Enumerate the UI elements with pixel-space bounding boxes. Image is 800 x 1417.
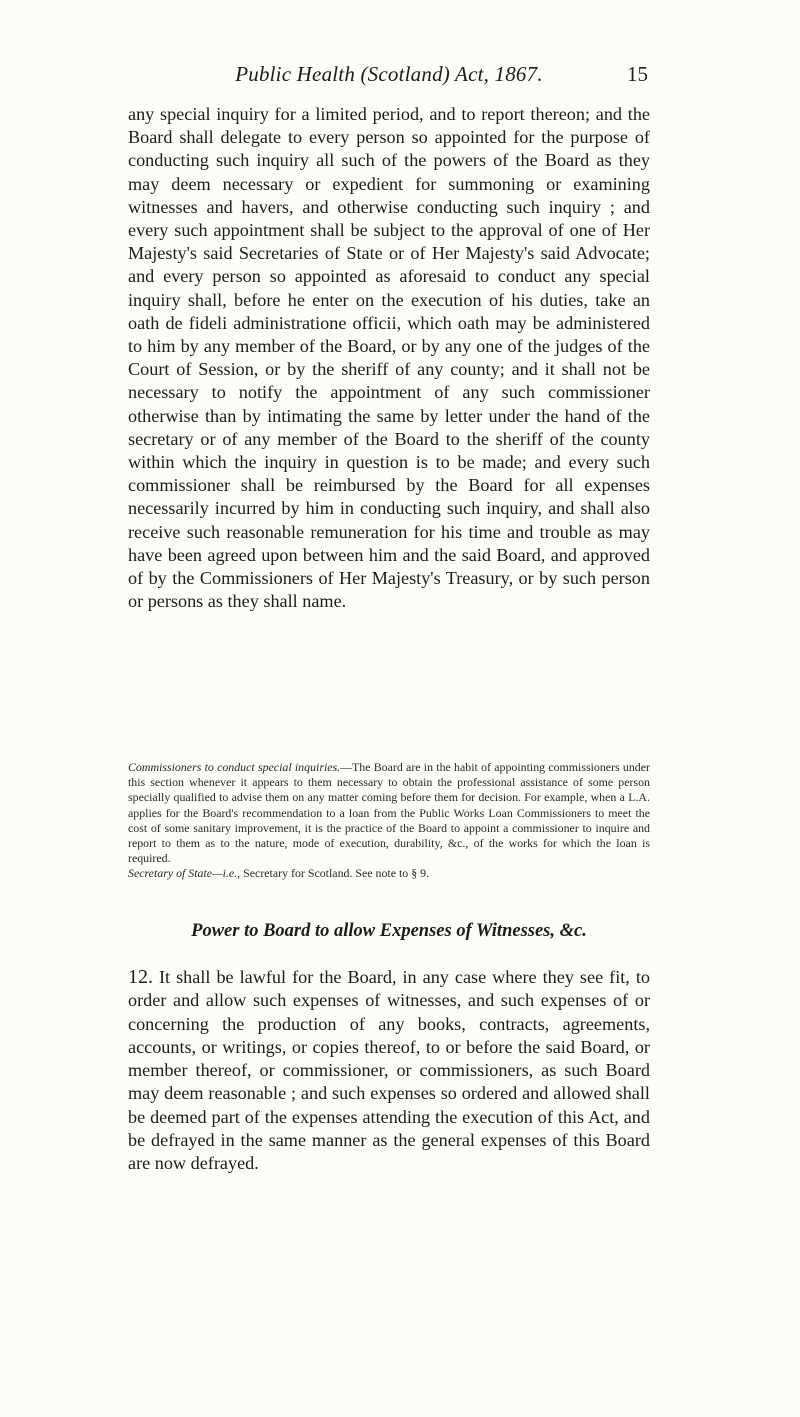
footnote	[128, 760, 650, 882]
section-body: It shall be lawful for the Board, in any case where they see fit, to order and allow such expenses of witnesses, and such expenses of or concerning the production of any books, contracts, agreements, accounts, or writings, or copies thereof, to or before the said Board, or member thereof, or commissioner, or commissioners, as such Board may deem reasonable ; and such expenses so ordered and allowed shall be deemed part of the expenses attending the execution of this Act, and be defrayed in the same manner as the general expenses of this Board are now defrayed.	[128, 967, 650, 1174]
footnote-text: —The Board are in the habit of appointing commissioners under this section whenever it appears to them necessary to obtain the professional assistance of some person specially qualified to advise them on any matter coming before them for decision. For example, when a L.A. applies for the Board's recommendation to a loan from the Public Works Loan Commissioners to meet the cost of some sanitary improvement, it is the practice of the Board to appoint a commissioner to inquire and report to them as to the nature, mode of execution, durability, &c., of the works for which the loan is required.	[128, 760, 650, 866]
footnote-paragraph	[128, 760, 650, 866]
running-head	[128, 62, 650, 92]
page-number: 15	[627, 62, 648, 86]
footnote-lead: Commissioners to conduct special inquiries.	[128, 760, 341, 774]
section-number: 12.	[128, 966, 153, 988]
footnote-secretary-lead: Secretary of State—i.e.,	[128, 866, 241, 881]
running-title: Public Health (Scotland) Act, 1867.	[235, 62, 543, 86]
footnote-secretary-text: Secretary for Scotland. See note to § 9.	[240, 866, 430, 881]
body-paragraph: any special inquiry for a limited period, and to report thereon; and the Board shall delegate to every person so appointed for the purpose of conducting such inquiry all such of the powers of the Board as they may deem necessary or expedient for summoning or examining witnesses and havers, and otherwise conducting such inquiry ; and every such appointment shall be subject to the approval of one of Her Majesty's said Secretaries of State or of Her Majesty's said Advocate; and every person so appointed as aforesaid to conduct any special inquiry shall, before he enter on the execution of his duties, take an oath de fideli administratione officii, which oath may be administered to him by any member of the Board, or by any one of the judges of the Court of Session, or by the sheriff of any county; and it shall not be necessary to notify the appointment of any such commissioner otherwise than by intimating the same by letter under the hand of the secretary or of any member of the Board to the sheriff of the county within which the inquiry in question is to be made; and every such commissioner shall be reimbursed by the Board for all expenses necessarily incurred by him in conducting such inquiry, and shall also receive such reasonable remuneration for his time and trouble as may have been agreed upon between him and the said Board, and approved of by the Commissioners of Her Majesty's Treasury, or by such person or persons as they shall name.	[128, 104, 650, 612]
footnote-secretary-note	[128, 866, 650, 881]
section-heading: Power to Board to allow Expenses of Witnesses, &c.	[191, 921, 587, 941]
section-paragraph	[128, 966, 650, 1176]
